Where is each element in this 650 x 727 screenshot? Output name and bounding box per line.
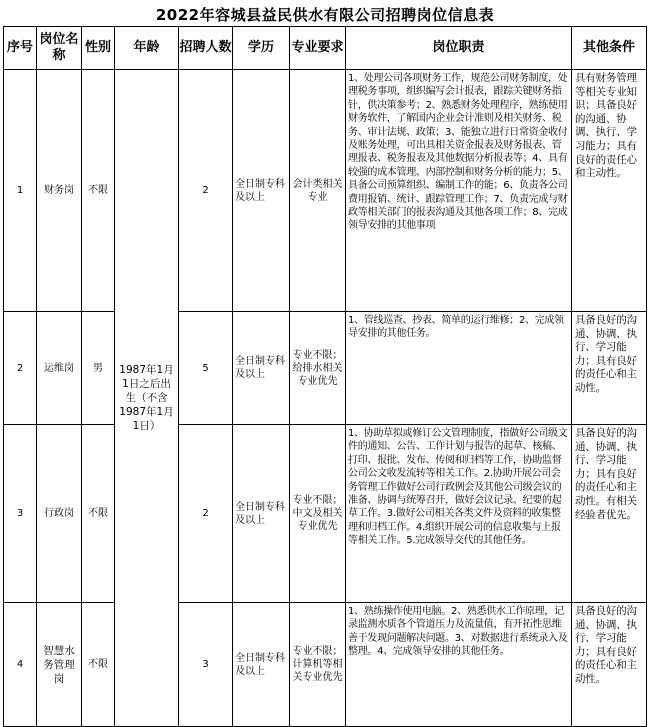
- row-gender: 不限: [82, 70, 115, 312]
- header-other: 其他条件: [572, 27, 647, 70]
- page-title: 2022年容城县益民供水有限公司招聘岗位信息表: [155, 6, 495, 24]
- row-education: 全日制专科及以上: [233, 425, 290, 603]
- row-gender: 不限: [82, 425, 115, 603]
- row-education: 全日制专科及以上: [233, 70, 290, 312]
- row-position: 行政岗: [37, 425, 82, 603]
- header-seq: 序号: [4, 27, 37, 70]
- table-row: [4, 603, 647, 727]
- age-requirement: 1987年1月1日之后出生（不含1987年1月1日）: [115, 70, 179, 727]
- recruitment-table: [3, 26, 647, 727]
- header-row: [4, 27, 647, 70]
- row-position: 智慧水务管理岗: [37, 603, 82, 727]
- row-gender: 不限: [82, 603, 115, 727]
- row-duties: 1、处理公司各项财务工作，规范公司财务制度，处理税务事项，组织编写会计报表，跟踪关键财务指针，供决策参考；2、熟悉财务处理程序，熟练使用财务软件，了解国内企业会计准则及相关财务、税务、审计法规、政策；3、能独立进行日常资金收付及账务处理，可出具相关资金报表及财务报表、管理报表、税务报表及其他数据分析报表等；4、具有较强的成本管理、内部控制和财务分析的能力；5、具备公司预算组织、编制工作的能；6、负责各公司费用报销、统计、跟踪管理工作；7、负责完成与财政等相关部门的报表沟通及其他各项工作；8、完成领导安排的其他事项: [346, 70, 572, 312]
- row-seq: 4: [4, 603, 37, 727]
- row-count: 5: [179, 312, 233, 425]
- table-row: [4, 312, 647, 425]
- row-seq: 3: [4, 425, 37, 603]
- row-position: 运维岗: [37, 312, 82, 425]
- row-other: 具备良好的沟通、协调、执行、学习能力；具有良好的责任心和主动性。: [572, 312, 647, 425]
- row-seq: 1: [4, 70, 37, 312]
- row-major: 专业不限；计算机等相关专业优先: [290, 603, 346, 727]
- row-seq: 2: [4, 312, 37, 425]
- row-other: 具备良好的沟通、协调、执行、学习能力；具有良好的责任心和主动性。有相关经验者优先。: [572, 425, 647, 603]
- row-duties: 1、协助草拟或修订公文管理制度，指做好公司级文件的通知、公告、工作计划与报告的起草、核稿、打印、报批、发布、传阅和归档等工作，协助监督公司公文收发流转等相关工作。2.协助开展公司会务管理工作做好公司行政例会及其他公司级会议的准备、协调与统筹召开，做好会议记录、纪要的起草工作。3.做好公司相关各类文件及资料的收集整理和归档工作。4.组织开展公司的信息收集与上报等相关工作。5.完成领导交代的其他任务。: [346, 425, 572, 603]
- header-count: 招聘人数: [179, 27, 233, 70]
- row-major: 专业不限；中文及相关专业优先: [290, 425, 346, 603]
- header-major: 专业要求: [290, 27, 346, 70]
- header-position: 岗位名称: [37, 27, 82, 70]
- table-row: [4, 425, 647, 603]
- header-education: 学历: [233, 27, 290, 70]
- row-other: 具有财务管理等相关专业知识；具备良好的沟通、协调、执行、学习能力；具有良好的责任心和主动性。: [572, 70, 647, 312]
- table-row: [4, 70, 647, 312]
- row-education: 全日制专科及以上: [233, 312, 290, 425]
- row-position: 财务岗: [37, 70, 82, 312]
- row-gender: 男: [82, 312, 115, 425]
- row-duties: 1、熟练操作使用电脑。2、熟悉供水工作原理，记录监测水质各个管道压力及流量值，有开拓性思维善于发现问题解决问题。3、对数据进行系统录入及整理。4、完成领导安排的其他任务。: [346, 603, 572, 727]
- header-duties: 岗位职责: [346, 27, 572, 70]
- row-other: 具备良好的沟通、协调、执行、学习能力；具有良好的责任心和主动性。: [572, 603, 647, 727]
- header-gender: 性别: [82, 27, 115, 70]
- row-duties: 1、管线巡查、抄表、简单的运行维修；2、完成领导安排的其他任务。: [346, 312, 572, 425]
- row-count: 2: [179, 425, 233, 603]
- row-major: 专业不限；给排水相关专业优先: [290, 312, 346, 425]
- header-age: 年龄: [115, 27, 179, 70]
- row-count: 3: [179, 603, 233, 727]
- row-education: 全日制专科及以上: [233, 603, 290, 727]
- row-count: 2: [179, 70, 233, 312]
- row-major: 会计类相关专业: [290, 70, 346, 312]
